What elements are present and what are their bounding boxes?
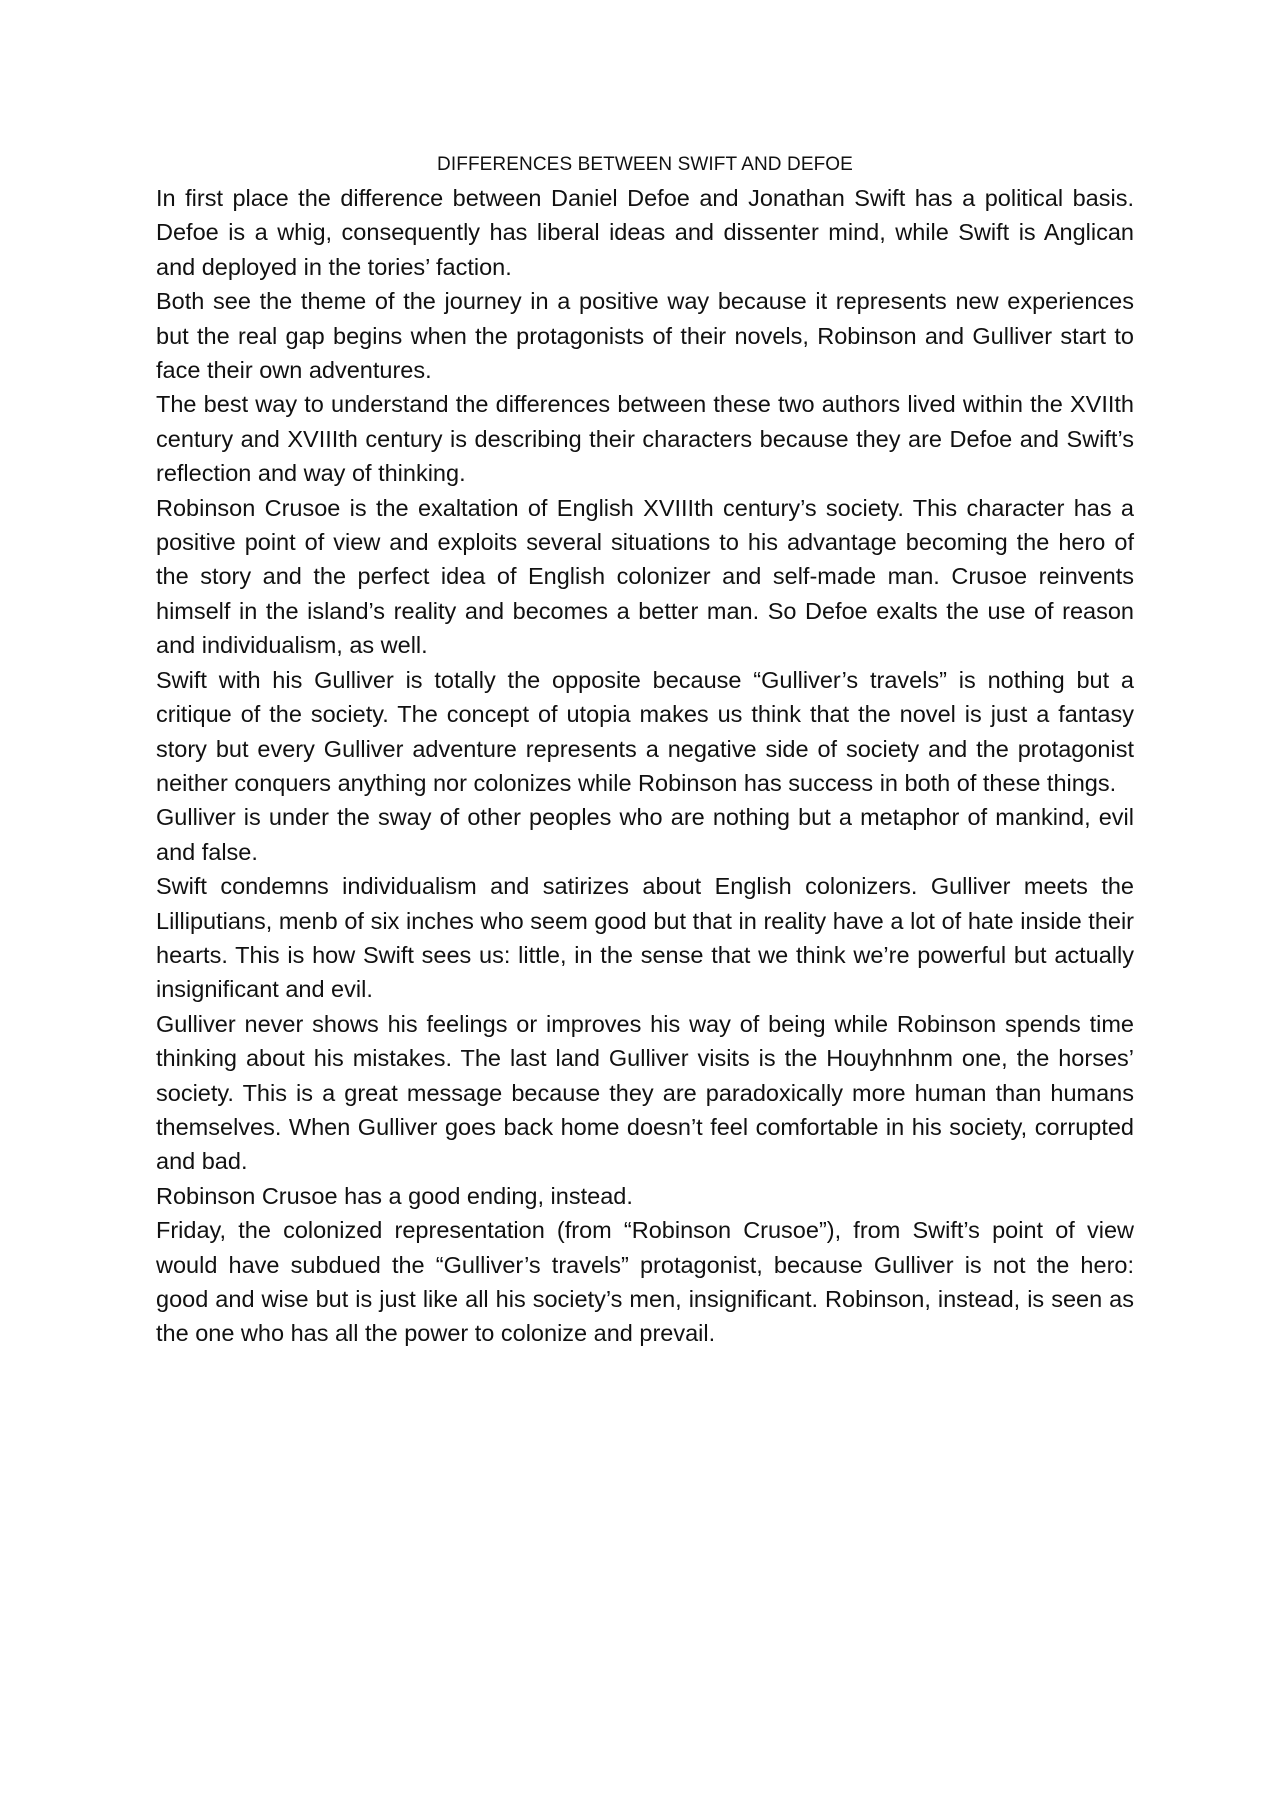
paragraph-political-basis: In first place the difference between Daniel Defoe and Jonathan Swift has a political basis. Defoe is a whig, consequently has liberal ideas and dissenter mind, while Swift is Anglican and deployed in the tories’ faction. — [156, 185, 1134, 280]
paragraph-friday: Friday, the colonized representation (from “Robinson Crusoe”), from Swift’s point of view would have subdued the “Gulliver’s travels” protagonist, because Gulliver is not the hero: good and wise but is just like all his society’s men, insignificant. Robinson, instead, is seen as the one who has all the power to colonize and prevail. — [156, 1217, 1134, 1347]
document-page — [156, 153, 1134, 1351]
paragraph-lilliputians: Swift condemns individualism and satirizes about English colonizers. Gulliver meets the Lilliputians, menb of six inches who seem good but that in reality have a lot of hate inside their hearts. This is how Swift sees us: little, in the sense that we think we’re powerful but actually insignificant and evil. — [156, 873, 1134, 1003]
paragraph-swift-gulliver: Swift with his Gulliver is totally the opposite because “Gulliver’s travels” is nothing but a critique of the society. The concept of utopia makes us think that the novel is just a fantasy story but every Gulliver adventure represents a negative side of society and the protagonist neither conquers anything nor colonizes while Robinson has success in both of these things. — [156, 666, 1134, 796]
paragraph-journey-theme: Both see the theme of the journey in a positive way because it represents new experiences but the real gap begins when the protagonists of their novels, Robinson and Gulliver start to face their own adventures. — [156, 288, 1134, 384]
paragraph-gulliver-sway: Gulliver is under the sway of other peoples who are nothing but a metaphor of mankind, evil and false. — [156, 804, 1134, 865]
paragraph-houyhnhnm: Gulliver never shows his feelings or improves his way of being while Robinson spends time thinking about his mistakes. The last land Gulliver visits is the Houyhnhnm one, the horses’ society. This is a great message because they are paradoxically more human than humans themselves. When Gulliver goes back home doesn’t feel comfortable in his society, corrupted and bad. — [156, 1010, 1134, 1175]
paragraph-characters: The best way to understand the differences between these two authors lived within the XVIIth century and XVIIIth century is describing their characters because they are Defoe and Swift’s reflection and way of thinking. — [156, 391, 1134, 487]
document-title: DIFFERENCES BETWEEN SWIFT AND DEFOE — [437, 154, 853, 175]
paragraph-robinson-crusoe: Robinson Crusoe is the exaltation of English XVIIIth century’s society. This character has a positive point of view and exploits several situations to his advantage becoming the hero of the story and the perfect idea of English colonizer and self-made man. Crusoe reinvents himself in the island’s reality and becomes a better man. So Defoe exalts the use of reason and individualism, as well. — [156, 494, 1134, 659]
paragraph-good-ending: Robinson Crusoe has a good ending, instead. — [156, 1182, 633, 1209]
